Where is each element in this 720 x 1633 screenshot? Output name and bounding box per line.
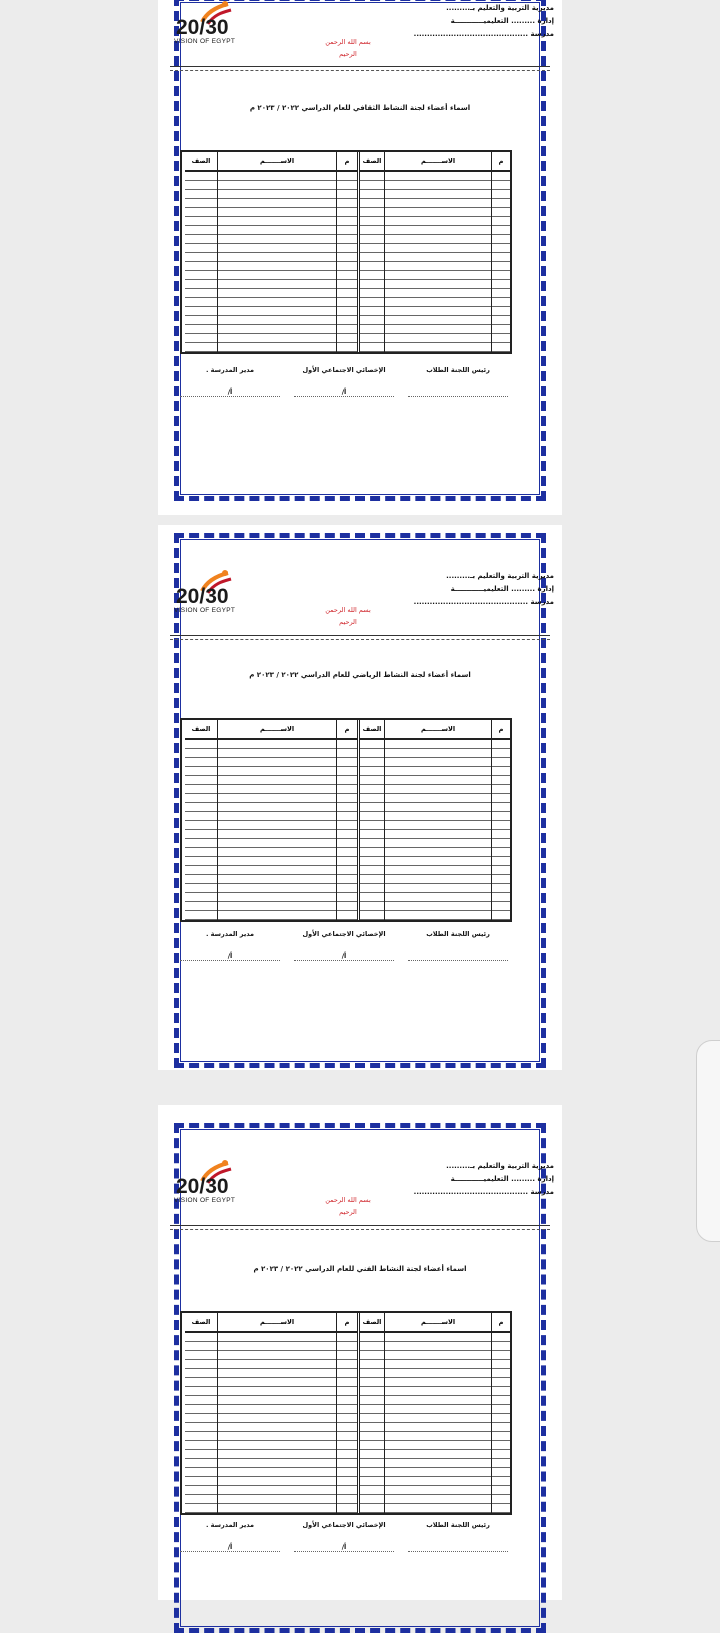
vision-2030-logo: 20/30 VISION OF EGYPT <box>170 1167 280 1207</box>
header-administration: إدارة ......... التعليميــــــــــــة <box>450 17 554 25</box>
basmala: بسم الله الرحمن الرحيم <box>325 1196 371 1216</box>
signature-row <box>180 366 508 397</box>
basmala: بسم الله الرحمن الرحيم <box>325 38 371 58</box>
header-school: مدرسة ........................................... <box>414 30 554 38</box>
col-name-right: الاســـــــم <box>384 152 491 352</box>
header-divider <box>170 66 550 71</box>
signature-social-specialist: الإخصائي الاجتماعي الأول أ/ <box>294 366 394 397</box>
vision-2030-logo: 20/30 VISION OF EGYPT <box>170 577 280 617</box>
signature-principal: مدير المدرسة . أ/ <box>180 366 280 397</box>
edge-panel-handle[interactable] <box>696 1040 720 1242</box>
header-directorate: مديرية التربية والتعليم بـ......... <box>446 4 554 12</box>
header-divider <box>170 1225 550 1230</box>
col-index-right: م <box>491 152 510 352</box>
members-table: م الاســـــــم الصف م الاســـــــم الصف <box>180 718 512 922</box>
header-block: مديرية التربية والتعليم بـ......... إدارة ......... التعليميــــــــــــة مدرسة ........................................... <box>414 572 554 606</box>
header-block <box>414 2 554 41</box>
col-index-left: م <box>336 152 357 352</box>
page-title: اسماء أعضاء لجنة النشاط الفني للعام الدراسي ٢٠٢٢ / ٢٠٢٣ م <box>253 1265 467 1273</box>
page-title: اسماء أعضاء لجنة النشاط الرياضي للعام الدراسي ٢٠٢٢ / ٢٠٢٣ م <box>249 671 471 679</box>
document-page-2 <box>158 525 562 1070</box>
signature-row: رئيس اللجنة الطلاب الإخصائي الاجتماعي الأول أ/ مدير المدرسة . أ/ <box>180 1521 508 1552</box>
signature-committee-head: رئيس اللجنة الطلاب <box>408 366 508 397</box>
signature-row: رئيس اللجنة الطلاب الإخصائي الاجتماعي الأول أ/ مدير المدرسة . أ/ <box>180 930 508 961</box>
document-page-3 <box>158 1105 562 1600</box>
col-class-right: الصف <box>357 152 384 352</box>
vision-2030-logo: 20/30 VISION OF EGYPT <box>170 8 280 48</box>
basmala: بسم الله الرحمن الرحيم <box>325 606 371 626</box>
document-page-1 <box>158 0 562 515</box>
col-name-left: الاســـــــم <box>217 152 336 352</box>
col-class-left: الصف <box>185 152 217 352</box>
members-table <box>180 150 512 354</box>
header-divider <box>170 635 550 640</box>
header-block: مديرية التربية والتعليم بـ......... إدارة ......... التعليميــــــــــــة مدرسة ........................................... <box>414 1162 554 1196</box>
page-title: اسماء أعضاء لجنة النشاط الثقافي للعام الدراسي ٢٠٢٢ / ٢٠٢٣ م <box>249 104 471 112</box>
members-table: م الاســـــــم الصف م الاســـــــم الصف <box>180 1311 512 1515</box>
